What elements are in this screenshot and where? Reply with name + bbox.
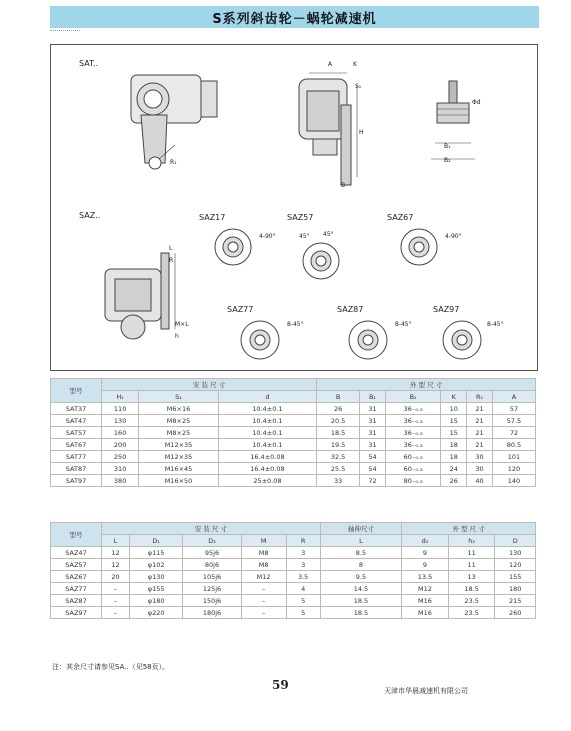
table-row [51, 451, 536, 463]
table-cell: 40 [467, 475, 493, 487]
title-underline [50, 30, 80, 32]
table-cell: 5 [286, 595, 320, 607]
table-cell: 80.5 [492, 439, 535, 451]
table-cell: 18.5 [448, 583, 495, 595]
column-header: M [241, 535, 286, 547]
table-cell: 18.5 [317, 427, 360, 439]
model-cell: SAZ87 [51, 595, 102, 607]
table-cell: 120 [495, 559, 536, 571]
model-cell: SAT77 [51, 451, 102, 463]
table-cell: 200 [102, 439, 139, 451]
table-cell: 80j6 [183, 559, 241, 571]
dim-l: L [169, 245, 173, 252]
table-cell: 33 [317, 475, 360, 487]
dim-mxl: M×L [175, 321, 189, 328]
table-cell: 54 [360, 451, 386, 463]
table-cell: 160 [102, 427, 139, 439]
label-saz57: SAZ57 [287, 213, 314, 222]
label-saz87: SAZ87 [337, 305, 364, 314]
column-header: D₁ [129, 535, 182, 547]
table-cell: 8 [320, 559, 401, 571]
table-cell: 72 [360, 475, 386, 487]
table-cell: 18 [441, 439, 467, 451]
saz57-flange [301, 241, 341, 281]
table-cell: – [102, 607, 130, 619]
table-cell: 31 [360, 415, 386, 427]
table-cell: 180 [495, 583, 536, 595]
table-cell: – [241, 595, 286, 607]
table-cell: 54 [360, 463, 386, 475]
table-cell: 5 [286, 607, 320, 619]
table-row [51, 415, 536, 427]
column-header: R [286, 535, 320, 547]
table-cell: 18 [441, 451, 467, 463]
column-header: H₁ [102, 391, 139, 403]
table-cell: M6×16 [139, 403, 218, 415]
table-row [51, 571, 536, 583]
table-cell: 20 [102, 571, 130, 583]
table-cell: 72 [492, 427, 535, 439]
t2-group-install: 安 装 尺 寸 [102, 523, 321, 535]
table-cell: 25±0.08 [218, 475, 316, 487]
saz97-flange [441, 319, 483, 361]
sat-label: SAT.. [79, 59, 99, 68]
model-cell: SAZ67 [51, 571, 102, 583]
table-cell: 110 [102, 403, 139, 415]
table-cell: φ180 [129, 595, 182, 607]
table-cell: M12 [241, 571, 286, 583]
table-cell: φ102 [129, 559, 182, 571]
table-cell: M16 [402, 607, 449, 619]
model-cell: SAT37 [51, 403, 102, 415]
table-cell: φ130 [129, 571, 182, 583]
table-row [51, 559, 536, 571]
table-row [51, 595, 536, 607]
saz77-flange [239, 319, 281, 361]
table-cell: 60₋₀.₃ [385, 463, 441, 475]
table-cell: 130 [495, 547, 536, 559]
model-cell: SAZ97 [51, 607, 102, 619]
table-cell: M16×50 [139, 475, 218, 487]
dim-b1: B₁ [444, 143, 451, 150]
table-cell: 120 [492, 463, 535, 475]
table-cell: 23.5 [448, 607, 495, 619]
angle-saz77: 8-45° [287, 321, 304, 328]
table-cell: 30 [467, 451, 493, 463]
page-number: 59 [272, 678, 289, 692]
sat-dimension-table [50, 378, 536, 487]
table-cell: M16×45 [139, 463, 218, 475]
saz17-flange [213, 227, 253, 267]
table-cell: 16.4±0.08 [218, 451, 316, 463]
table-cell: 180j6 [183, 607, 241, 619]
table-cell: 57 [492, 403, 535, 415]
table-cell: 140 [492, 475, 535, 487]
table-cell: 21 [467, 427, 493, 439]
saz-side-drawing [95, 239, 195, 347]
table-cell: 10.4±0.1 [218, 427, 316, 439]
saz-dimension-table [50, 522, 536, 619]
footnote: 注：其余尺寸请参见SA..（见58页）。 [52, 663, 170, 671]
table-cell: – [241, 607, 286, 619]
table-cell: 3 [286, 547, 320, 559]
angle-saz17: 4-90° [259, 233, 276, 240]
table-cell: 31 [360, 403, 386, 415]
dim-s1: S₁ [355, 83, 362, 90]
table-cell: 57.5 [492, 415, 535, 427]
model-cell: SAT57 [51, 427, 102, 439]
label-saz77: SAZ77 [227, 305, 254, 314]
column-header: D₂ [183, 535, 241, 547]
table-cell: 130 [102, 415, 139, 427]
table-cell: 36₋₀.₃ [385, 427, 441, 439]
column-header: A [492, 391, 535, 403]
table-cell: 32.5 [317, 451, 360, 463]
table-cell: 9.5 [320, 571, 401, 583]
table-cell: 125j6 [183, 583, 241, 595]
angle-saz57-a: 45° [299, 233, 310, 240]
table-cell: 24 [441, 463, 467, 475]
company-name: 天津市华晨减速机有限公司 [384, 687, 468, 695]
t2-group-outline: 外 型 尺 寸 [402, 523, 536, 535]
table-cell: 25.5 [317, 463, 360, 475]
table-cell: 8.5 [320, 547, 401, 559]
table-cell: 101 [492, 451, 535, 463]
page-title: S系列斜齿轮－蜗轮减速机 [50, 6, 539, 28]
table-cell: 14.5 [320, 583, 401, 595]
table-cell: 31 [360, 427, 386, 439]
model-cell: SAT97 [51, 475, 102, 487]
column-header: d [218, 391, 316, 403]
table-cell: 95j6 [183, 547, 241, 559]
table-cell: M16 [402, 595, 449, 607]
table-cell: 11 [448, 547, 495, 559]
column-header: h₂ [448, 535, 495, 547]
table-cell: 80₋₀.₃ [385, 475, 441, 487]
dim-b2: B₂ [444, 157, 451, 164]
shaft-detail-drawing [427, 79, 487, 179]
table-cell: 10 [441, 403, 467, 415]
t1-model-header: 型号 [51, 379, 102, 403]
column-header: B [317, 391, 360, 403]
table-cell: φ115 [129, 547, 182, 559]
t1-group-outline: 外 型 尺 寸 [317, 379, 536, 391]
table-cell: 36₋₀.₃ [385, 439, 441, 451]
table-row [51, 427, 536, 439]
label-saz17: SAZ17 [199, 213, 226, 222]
table-cell: 20.5 [317, 415, 360, 427]
table-cell: M8 [241, 559, 286, 571]
column-header: D [495, 535, 536, 547]
table-cell: 9 [402, 547, 449, 559]
table-cell: 13.5 [402, 571, 449, 583]
table-cell: M8×25 [139, 427, 218, 439]
table-cell: M8 [241, 547, 286, 559]
table-cell: 36₋₀.₃ [385, 403, 441, 415]
table-cell: φ220 [129, 607, 182, 619]
table-cell: 155 [495, 571, 536, 583]
table-cell: 16.4±0.08 [218, 463, 316, 475]
table-cell: – [241, 583, 286, 595]
angle-saz67: 4-90° [445, 233, 462, 240]
table-cell: 18.5 [320, 607, 401, 619]
table-cell: 310 [102, 463, 139, 475]
table-cell: 260 [495, 607, 536, 619]
table-cell: 10.4±0.1 [218, 403, 316, 415]
label-saz67: SAZ67 [387, 213, 414, 222]
table-cell: 3.5 [286, 571, 320, 583]
t1-group-install: 安 装 尺 寸 [102, 379, 317, 391]
dim-r1: R₁ [170, 159, 177, 166]
saz87-flange [347, 319, 389, 361]
table-row [51, 403, 536, 415]
dim-b: B [341, 182, 346, 189]
model-cell: SAT67 [51, 439, 102, 451]
model-cell: SAZ77 [51, 583, 102, 595]
dim-h: H [359, 129, 364, 136]
table-cell: 9 [402, 559, 449, 571]
table-cell: 12 [102, 559, 130, 571]
table-row [51, 475, 536, 487]
table-cell: 21 [467, 439, 493, 451]
angle-saz97: 8-45° [487, 321, 504, 328]
table-cell: 21 [467, 415, 493, 427]
dim-hd: h [175, 333, 179, 340]
column-header: K [441, 391, 467, 403]
table-cell: M12×35 [139, 439, 218, 451]
dim-a: A [328, 61, 333, 68]
model-cell: SAT47 [51, 415, 102, 427]
drawing-panel [50, 44, 538, 371]
table-cell: 10.4±0.1 [218, 439, 316, 451]
table-cell: M8×25 [139, 415, 218, 427]
table-cell: 18.5 [320, 595, 401, 607]
table-cell: 10.4±0.1 [218, 415, 316, 427]
table-cell: 21 [467, 403, 493, 415]
table-cell: – [102, 595, 130, 607]
table-cell: 13 [448, 571, 495, 583]
table-cell: 23.5 [448, 595, 495, 607]
table-cell: 31 [360, 439, 386, 451]
table-cell: 12 [102, 547, 130, 559]
table-cell: 26 [441, 475, 467, 487]
model-cell: SAT87 [51, 463, 102, 475]
column-header: B₂ [385, 391, 441, 403]
column-header: d₂ [402, 535, 449, 547]
model-cell: SAZ57 [51, 559, 102, 571]
model-cell: SAZ47 [51, 547, 102, 559]
table-cell: 36₋₀.₃ [385, 415, 441, 427]
sat-front-drawing [111, 71, 231, 183]
t2-group-shaft: 轴伸尺寸 [320, 523, 401, 535]
table-cell: 250 [102, 451, 139, 463]
dim-k: K [353, 61, 357, 68]
saz-label: SAZ.. [79, 211, 101, 220]
label-saz97: SAZ97 [433, 305, 460, 314]
table-row [51, 607, 536, 619]
column-header: R₁ [467, 391, 493, 403]
table-cell: 15 [441, 415, 467, 427]
table-cell: 215 [495, 595, 536, 607]
table-row [51, 547, 536, 559]
table-cell: 26 [317, 403, 360, 415]
table-cell: φ155 [129, 583, 182, 595]
saz67-flange [399, 227, 439, 267]
table-cell: M12 [402, 583, 449, 595]
dim-phid: Φd [472, 99, 481, 106]
table-cell: 380 [102, 475, 139, 487]
table-cell: – [102, 583, 130, 595]
column-header: B₁ [360, 391, 386, 403]
table-cell: 150j6 [183, 595, 241, 607]
angle-saz57-b: 45° [323, 231, 334, 238]
angle-saz87: 8-45° [395, 321, 412, 328]
table-cell: 4 [286, 583, 320, 595]
table-cell: 15 [441, 427, 467, 439]
table-cell: 105j6 [183, 571, 241, 583]
table-row [51, 439, 536, 451]
table-cell: 30 [467, 463, 493, 475]
column-header: L [102, 535, 130, 547]
table-cell: M12×35 [139, 451, 218, 463]
table-cell: 60₋₀.₃ [385, 451, 441, 463]
t2-model-header: 型号 [51, 523, 102, 547]
column-header: L [320, 535, 401, 547]
table-cell: 19.5 [317, 439, 360, 451]
table-row [51, 583, 536, 595]
table-row [51, 463, 536, 475]
column-header: S₁ [139, 391, 218, 403]
table-cell: 3 [286, 559, 320, 571]
dim-r: R [169, 257, 174, 264]
table-cell: 11 [448, 559, 495, 571]
